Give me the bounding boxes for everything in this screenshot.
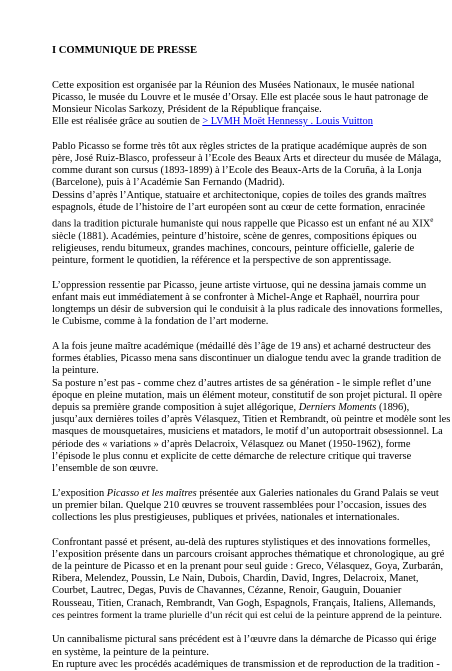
text-line: Monsieur Nicolas Sarkozy, Président de la République française. xyxy=(52,104,322,115)
text-line: religieuses, rendu bitumeux, grandes machines, concours, peinture officielle, galerie de xyxy=(52,242,415,254)
text-line: Pablo Picasso se forme très tôt aux règles strictes de la pratique académique auprès de son xyxy=(52,140,427,152)
text-line: A la fois jeune maître académique (médaillé dès l’âge de 19 ans) et acharné destructeur des xyxy=(52,340,431,352)
text-line: l’exposition présente dans un parcours croisant approches thématique et chronologique, au gré xyxy=(52,548,445,560)
text-line: en système, la peinture de la peinture. xyxy=(52,646,209,658)
text-span: Elle est réalisée grâce au soutien de xyxy=(52,116,203,128)
text-span: depuis sa première grande composition à sujet allégorique, xyxy=(52,401,299,413)
text-line: l’ensemble de son œuvre. xyxy=(52,462,159,474)
text-line: formes établies, Picasso mena sans discontinuer un dialogue tendu avec la grande tradition de xyxy=(52,353,441,365)
text-line: (Barcelone), puis à l’Académie San Fernando (Madrid). xyxy=(52,177,285,189)
paragraph-training xyxy=(52,140,442,268)
paragraph-master xyxy=(52,340,451,475)
exhibition-title: Picasso et les maîtres xyxy=(106,487,197,499)
text-line: En rupture avec les procédés académiques de transmission et de reproduction de la tradition - xyxy=(52,658,440,670)
artwork-title: Derniers Moments xyxy=(298,401,377,413)
paragraph-oppression xyxy=(52,279,443,329)
text-line: Picasso, le musée du Louvre et le musée d’Orsay. Elle est placée sous le haut patronage de xyxy=(52,91,429,103)
paragraph-confrontation xyxy=(52,536,445,622)
text-line: ces peintres forment la trame plurielle d’un récit qui est celui de la peinture apprend de la peinture. xyxy=(52,609,442,621)
text-span: présentée aux Galeries nationales du Grand Palais se veut xyxy=(196,487,439,499)
text-line: longtemps un désir de subversion qui le conduisit à la plus radicale des innovations formelles, xyxy=(52,304,443,316)
text-line: L’oppression ressentie par Picasso, jeune artiste virtuose, qui ne dessina jamais comme un xyxy=(52,279,427,291)
text-line: Un cannibalisme pictural sans précédent est à l’œuvre dans la démarche de Picasso qui érige xyxy=(52,634,437,646)
text-line: espagnols, étude de l’histoire de l’art européen sont au cœur de cette formation, enracinée xyxy=(52,201,426,213)
text-line xyxy=(52,214,434,231)
text-line: un premier bilan. Quelque 210 œuvres se trouvent rassemblées pour l’occasion, issues des xyxy=(52,499,427,511)
text-span: (1896), xyxy=(376,401,410,413)
text-line: Dessins d’après l’Antique, statuaire et architectonique, copies de toiles des grands maîtres xyxy=(52,189,427,201)
text-line: de la peinture de Picasso et en la prenant pour seul guide : Greco, Vélasquez, Goya, Zurbarán, xyxy=(52,560,444,572)
text-line: Courbet, Lautrec, Degas, Puvis de Chavannes, Cézanne, Renoir, Gauguin, Douanier xyxy=(52,585,402,597)
paragraph-exhibition xyxy=(52,487,439,525)
text-line xyxy=(52,487,439,500)
text-span: L’exposition xyxy=(52,487,107,499)
text-line: père, José Ruiz-Blasco, professeur à l’Ecole des Beaux Arts et directeur du musée de Málaga, xyxy=(52,153,442,164)
text-span: dans la tradition picturale humaniste qui nous rappelle que Picasso est un enfant né au XIX xyxy=(52,218,431,230)
superscript: e xyxy=(430,216,434,225)
text-line: Rousseau, Titien, Cranach, Rembrandt, Van Gogh, Espagnols, Français, Italiens, Allemands, xyxy=(52,597,436,609)
text-line: la peinture. xyxy=(52,365,99,377)
text-line xyxy=(52,402,416,414)
text-line: enfant mais eut immédiatement à se confronter à Michel-Ange et Raphaël, nourrira pour xyxy=(52,291,420,303)
text-line xyxy=(52,116,416,128)
text-line: jusqu’aux dernières toiles d’après Vélasquez, Titien et Rembrandt, où peintre et modèle sont les xyxy=(52,414,451,426)
text-line: le Cubisme, comme à la fondation de l’art moderne. xyxy=(52,316,269,328)
sponsor-link[interactable]: > LVMH Moët Hennessy . Louis Vuitton xyxy=(202,116,373,128)
text-line: période des « variations » d’après Delacroix, Vélasquez ou Manet (1950-1962), forme xyxy=(52,438,411,450)
text-line: Cette exposition est organisée par la Réunion des Musées Nationaux, le musée national xyxy=(52,79,415,91)
text-line: Ribera, Melendez, Poussin, Le Nain, Dubois, Chardin, David, Ingres, Delacroix, Manet, xyxy=(52,573,419,585)
text-line: l’épisode le plus connu et explicite de cette démarche de relecture critique qui traverse xyxy=(52,450,412,462)
text-line: siècle (1881). Académies, peinture d’histoire, scène de genres, compositions épiques ou xyxy=(52,230,417,242)
text-line: masques de mousquetaires, musiciens et matadors, le motif d’un autoportrait obsessionnel. La xyxy=(52,426,443,438)
text-line: Confrontant passé et présent, au-delà des ruptures stylistiques et des innovations formelles, xyxy=(52,536,431,548)
document-title: I COMMUNIQUE DE PRESSE xyxy=(52,45,198,56)
text-line: collections les plus prestigieuses, publiques et privées, nationales et internationales. xyxy=(52,511,400,523)
text-line: comme durant son cursus (1893-1899) à l’Ecole des Beaux-Arts de la Coruña, à la Lonja xyxy=(52,165,422,177)
text-line: Sa posture n’est pas - comme chez d’autres artistes de sa génération - le simple reflet d’une xyxy=(52,377,432,389)
paragraph-intro xyxy=(52,79,429,129)
text-line: époque en pleine mutation, mais un élément moteur, constitutif de son projet pictural. Il opère xyxy=(52,389,442,401)
text-line: peinture, forment le quotidien, la référence et la perspective de son apprentissage. xyxy=(52,255,392,267)
